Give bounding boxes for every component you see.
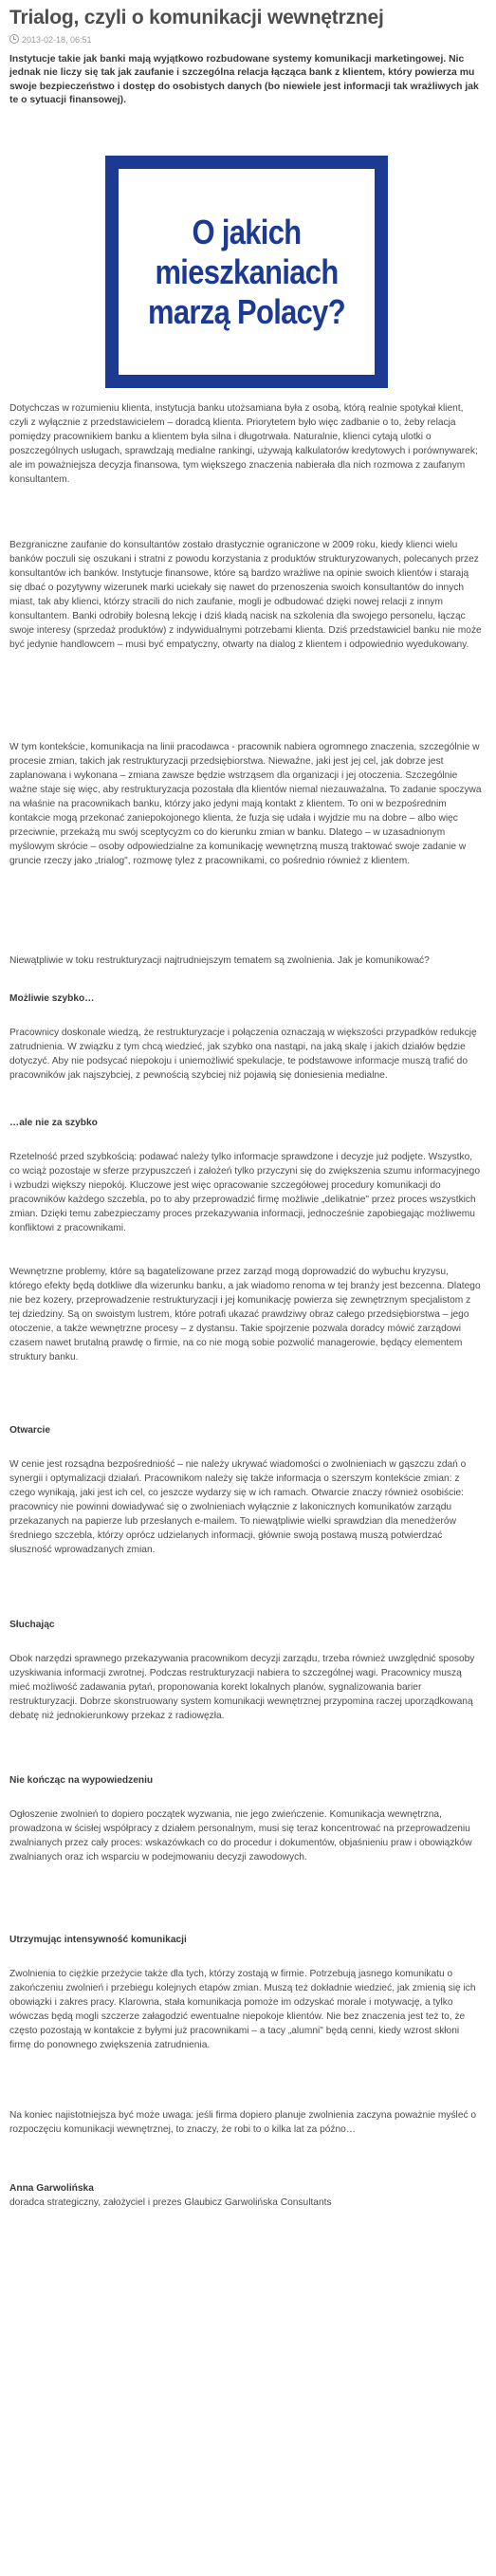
closing-paragraph: Na koniec najistotniejsza być może uwaga: jeśli firma dopiero planuje zwolnienia zaczyna poważnie myśleć o rozpoczęciu komunikacji wewnętrznej, to znaczy, że robi to o kilka lat za późno…: [9, 2110, 477, 2135]
paragraph-2: Bezgraniczne zaufanie do konsultantów zostało drastycznie ograniczone w 2009 roku, kiedy klienci wielu banków poczuli się oszukani i stratni z powodu korzystania z produktów strukturyzowanych, polecanych przez konsultantów ich banków. Instytucje finansowe, które są bardzo wrażliwe na opinie swoich klientów i starają się dbać o pozytywny wizerunek marki uciekały się nawet do przenoszenia swoich konsultantów do innych miast, tak aby klienci, którzy stracili do nich zaufanie, mogli je odbudować dzięki nowej relacji z innym konsultantem. Banki odrobiły bolesną lekcję i dziś kładą nacisk na szkolenia dla swojego personelu, łącząc swoje interesy (sprzedaż produktów) z indywidualnymi potrzebami klienta. Dziś przedstawiciel banku nie może być jedynie handlowcem – musi być empatyczny, otwarty na dialog z klientem i odpowiednio wyedukowany.: [9, 540, 482, 650]
author-name: Anna Garwolińska: [9, 2183, 94, 2194]
article-lead: Instytucje takie jak banki mają wyjątkowo rozbudowane systemy komunikacji marketingowej. Nic jednak nie liczy się tak jak zaufanie i szczególna relacja łącząca bank z klientem, który powierza mu swoje bezpieczeństwo i dostęp do osobistych danych (bo niewiele jest informacji tak wrażliwych jak te o sytuacji finansowej).: [9, 54, 479, 106]
section-heading-1: Możliwie szybko…: [9, 993, 95, 1004]
section-heading-6: Utrzymując intensywność komunikacji: [9, 1935, 187, 1945]
section-heading-2: …ale nie za szybko: [9, 1118, 98, 1128]
article-image-text: O jakich mieszkaniach marzą Polacy?: [148, 212, 345, 331]
clock-icon: [9, 34, 19, 44]
article-image-inner: [119, 169, 375, 375]
article-image: [105, 156, 388, 388]
section-3-text: W cenie jest rozsądna bezpośredniość – nie należy ukrywać wiadomości o zwolnieniach w gąszczu zdań o synergii i optymalizacji działań. Pracownikom należy się także informacja o szerszym kontekście zmian: z czego wynikają, jaki jest ich cel, co jeszcze wydarzy się w ich ramach. Otwarcie znaczy również osobiście: pracownicy nie powinni dowiadywać się o zwolnieniach wyłącznie z lakonicznych komunikatów zarządu przekazanych na papierze lub przesłanych e-mailem. To niewątpliwie wielki sprawdzian dla menedżerów średniego szczebla, którzy oprócz udzielanych informacji, głównie swoją postawą muszą potwierdzać słuszność wprowadzanych zmian.: [9, 1459, 467, 1555]
section-6-text: Zwolnienia to ciężkie przeżycie także dla tych, którzy zostają w firmie. Potrzebują jasnego komunikatu o zakończeniu zwolnień i przebiegu kolejnych etapów zmian. Muszą też dokładnie wiedzieć, jak zmienią się ich obowiązki i zakres pracy. Klarowna, stała komunikacja pomoże im odzyskać morale i motywację, a tylko wówczas będą mogli szczerze załagodzić ewentualne niepokoje klientów. Nie bez znaczenia jest też to, że często pozostają w kontakcie z byłymi już pracownikami – a tacy „alumni" będą cenni, kiedy wzrost skłoni firmę do ponownego zwiększenia zatrudnienia.: [9, 1969, 476, 2050]
section-heading-5: Nie kończąc na wypowiedzeniu: [9, 1775, 154, 1786]
article-title: Trialog, czyli o komunikacji wewnętrznej: [9, 7, 384, 28]
article-meta: [9, 34, 484, 46]
section-1-text: Pracownicy doskonale wiedzą, że restrukturyzacje i połączenia oznaczają w większości przypadków redukcję zatrudnienia. W związku z tym chcą wiedzieć, jak szybko ona nastąpi, na jaką skalę i jakich działów będzie dotyczyć. Aby nie podsycać niepokoju i uniemożliwić spekulacje, te podstawowe informacje muszą trafić do pracowników jak najszybciej, z pewnością szybciej niż pojawią się doniesienia medialne.: [9, 1028, 477, 1081]
section-heading-4: Słuchając: [9, 1620, 55, 1630]
section-heading-3: Otwarcie: [9, 1425, 51, 1436]
section-5-text: Ogłoszenie zwolnień to dopiero początek wyzwania, nie jego zwieńczenie. Komunikacja wewnętrzna, prowadzona w ścisłej współpracy z działem personalnym, musi się teraz koncentrować na przeprowadzeniu zwalnianych przez cały proces: wskazówkach co do procedur i dokumentów, objaśnieniu praw i obowiązków zwalnianych oraz ich wsparciu w podejmowaniu decyzji zawodowych.: [9, 1809, 472, 1863]
author-role: doradca strategiczny, założyciel i prezes Glaubicz Garwolińska Consultants: [9, 2197, 332, 2208]
paragraph-4: Niewątpliwie w toku restrukturyzacji najtrudniejszym tematem są zwolnienia. Jak je komunikować?: [9, 955, 430, 966]
section-4-text: Obok narzędzi sprawnego przekazywania pracownikom decyzji zarządu, trzeba również uwzględnić sposoby uzyskiwania informacji zwrotnej. Podczas restrukturyzacji nabiera to szczególnej wagi. Pracownicy muszą mieć możliwość zadawania pytań, proponowania korekt lokalnych planów, sygnalizowania barier restrukturyzacji. Dobrze skonstruowany system komunikacji wewnętrznej przypomina raczej uporządkowaną debatę niż jednokierunkowy przekaz z radiowęzła.: [9, 1654, 475, 1721]
author-signature: [9, 2181, 479, 2210]
article-date: 2013-02-18, 06:51: [22, 35, 92, 45]
section-2-text-a: Rzetelność przed szybkością: podawać należy tylko informacje sprawdzone i decyzje już podjęte. Wszystko, co wciąż pozostaje w sferze przypuszczeń i założeń tylko przyczyni się do zwiększenia szumu informacyjnego i wzbudzi większy niepokój. Kluczowe jest więc opracowanie szczegółowej procedury komunikacji do pracowników każdego szczebla, po to aby przeprowadzić firmę możliwie „delikatnie" przez proces wszystkich zmian. Dzięki temu zabezpieczamy proces przekazywania informacji, jednocześnie zapobiegając możliwemu konfliktowi z pracownikami.: [9, 1152, 480, 1233]
section-2-text-b: Wewnętrzne problemy, które są bagatelizowane przez zarząd mogą doprowadzić do wybuchu kryzysu, którego efekty będą dotkliwe dla wizerunku banku, a jak wiadomo renoma w tej branży jest bezcenna. Dlatego nie bez kozery, przeprowadzenie restrukturyzacji i jej komunikację powierza się zewnętrznym specjalistom z tej dziedziny. Są on swoistym lustrem, które potrafi ukazać prawdziwy obraz całego przedsiębiorstwa – jego otoczenie, a także wewnętrzne procesy – z dystansu. Takie spojrzenie pozwala doradcy mówić zarządowi czasem nawet brutalną prawdę o firmie, na co nie mogą sobie pozwolić managerowie, będący elementem struktury banku.: [9, 1267, 481, 1362]
paragraph-1: Dotychczas w rozumieniu klienta, instytucja banku utożsamiana była z osobą, którą realnie spotykał klient, czyli z wyłącznie z przedstawicielem – doradcą klienta. Priorytetem było więc zadbanie o to, żeby relacja pomiędzy pracownikiem banku a klientem była silna i długotrwała. Naturalnie, klienci cytają ulotki o poszczególnych usługach, sprawdzają medialne rankingi, używają kalkulatorów kredytowych i porównywarek; ale im poważniejsza decyzja finansowa, tym większego znaczenia nabierała dla nich rozmowa z zaufanym konsultantem.: [9, 403, 478, 485]
paragraph-3: W tym kontekście, komunikacja na linii pracodawca - pracownik nabiera ogromnego znaczenia, szczególnie w procesie zmian, takich jak restrukturyzacji przedsiębiorstwa. Niewaźne, jaki jest jej cel, jak dobrze jest zaplanowana i wykonana – zmiana zawsze będzie wstrząsem dla organizacji i jej otoczenia. Szczególnie ważne staje się więc, aby restrukturyzacja pozostała dla klientów niemal niezauważalna. To zadanie spoczywa na właśnie na pracownikach banku, którzy jako jedyni mają kontakt z klientem. To oni w bezpośrednim kontakcie mogą przekonać zaniepokojonego klienta, że fuzja się udała i wyjdzie mu na dobre – albo więc przeciwnie, przekażą mu swój sceptycyzm co do kierunku zmian w banku. Dlatego – w uzasadnionym myślowym skrócie – osoby odpowiedzialne za komunikację wewnętrzną muszą traktować swoje zadanie w gruncie rzeczy jako „trialog", rozmowę tylez z pracownikami, co pośrednio również z klientem.: [9, 742, 482, 866]
